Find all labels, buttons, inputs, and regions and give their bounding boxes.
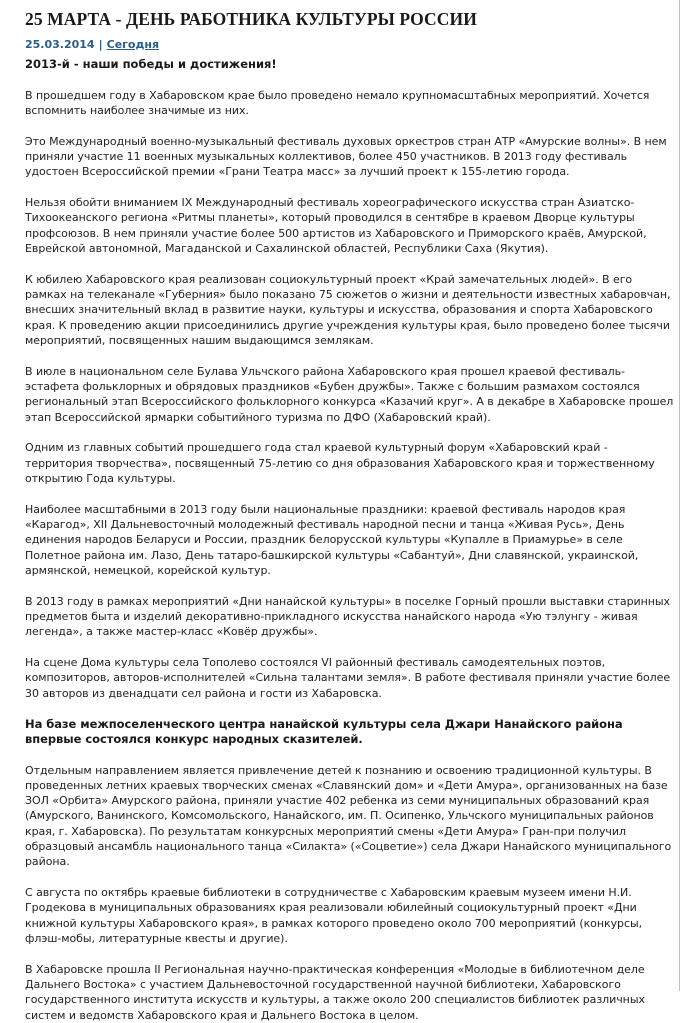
paragraph: В прошедшем году в Хабаровском крае было проведено немало крупномасштабных мероприятий. Хочется вспомнить наиболее значимые из них. bbox=[25, 88, 677, 119]
article-subheading: На базе межпоселенческого центра нанайской культуры села Джари Нанайского района впервые состоялся конкурс народных сказителей. bbox=[25, 717, 677, 748]
paragraph: В Хабаровске прошла II Региональная научно-практическая конференция «Молодые в библиотечном деле Дальнего Востока» с участием Дальневосточной государственной научной библиотеки, Хабаровского государственного института искусств и культуры, а также около 200 специалистов библиотек различных систем и ведомств Хабаровского края и Дальнего Востока в целом. bbox=[25, 962, 677, 1023]
article-body bbox=[25, 88, 677, 1023]
article-meta bbox=[25, 38, 677, 52]
paragraph: Это Международный военно-музыкальный фестиваль духовых оркестров стран АТР «Амурские волны». В нем приняли участие 11 военных музыкальных коллективов, более 450 участников. В 2013 году фестиваль удостоен Всероссийской премии «Грани Театра масс» за лучший проект к 155-летию города. bbox=[25, 134, 677, 180]
paragraph: Одним из главных событий прошедшего года стал краевой культурный форум «Хабаровский край - территория творчества», посвященный 75-летию со дня образования Хабаровского края и торжественному открытию Года культуры. bbox=[25, 440, 677, 486]
article-date: 25.03.2014 bbox=[25, 38, 95, 51]
paragraph: Наиболее масштабными в 2013 году были национальные праздники: краевой фестиваль народов края «Карагод», XII Дальневосточный молодежный фестиваль народной песни и танца «Живая Русь», День единения народов Беларуси и России, праздник белорусской культуры «Купалле в Приамурье» в селе Полетное района им. Лазо, День татаро-башкирской культуры «Сабантуй», Дни славянской, украинской, армянской, немецкой, корейской культур. bbox=[25, 502, 677, 578]
paragraph: В 2013 году в рамках мероприятий «Дни нанайской культуры» в поселке Горный прошли выставки старинных предметов быта и изделий декоративно-прикладного искусства нанайского народа «Ую тэлунгу - живая легенда», а также мастер-класс «Ковёр дружбы». bbox=[25, 594, 677, 640]
paragraph: К юбилею Хабаровского края реализован социокультурный проект «Край замечательных людей». В его рамках на телеканале «Губерния» было показано 75 сюжетов о жизни и деятельности известных хабаровчан, внесших значительный вклад в развитие науки, культуры и искусства, образования и спорта Хабаровского края. К проведению акции присоединились другие учреждения культуры края, было проведено более тысячи мероприятий, посвященных нашим выдающимся землякам. bbox=[25, 272, 677, 348]
paragraph: В июле в национальном селе Булава Ульчского района Хабаровского края прошел краевой фестиваль-эстафета фольклорных и обрядовых праздников «Бубен дружбы». Также с большим размахом состоялся региональный этап Всероссийского фольклорного конкурса «Казачий круг». А в декабре в Хабаровске прошел этап Всероссийской ярмарки событийного туризма по ДФО (Хабаровский край). bbox=[25, 364, 677, 425]
article-title: 25 МАРТА - ДЕНЬ РАБОТНИКА КУЛЬТУРЫ РОССИИ bbox=[25, 8, 677, 30]
meta-separator: | bbox=[99, 38, 103, 51]
article-lead: 2013-й - наши победы и достижения! bbox=[25, 57, 677, 72]
paragraph: С августа по октябрь краевые библиотеки в сотрудничестве с Хабаровским краевым музеем имени Н.И. Гродекова в муниципальных образованиях края реализовали юбилейный социокультурный проект «Дни книжной культуры Хабаровского края», в рамках которого проведено около 700 мероприятий (конкурсы, флэш-мобы, литературные квесты и другие). bbox=[25, 885, 677, 946]
paragraph: На сцене Дома культуры села Тополево состоялся VI районный фестиваль самодеятельных поэтов, композиторов, авторов-исполнителей «Сильна талантами земля». В работе фестиваля приняли участие более 30 авторов из двенадцати сел района и гости из Хабаровска. bbox=[25, 655, 677, 701]
paragraph: Нельзя обойти вниманием IX Международный фестиваль хореографического искусства стран Азиатско-Тихоокеанского региона «Ритмы планеты», который проводился в сентябре в краевом Дворце культуры профсоюзов. В нем приняли участие более 500 артистов из Хабаровского и Приморского краёв, Амурской, Еврейской автономной, Магаданской и Сахалинской областей, Республики Саха (Якутия). bbox=[25, 195, 677, 256]
paragraph: Отдельным направлением является привлечение детей к познанию и освоению традиционной культуры. В проведенных летних краевых творческих сменах «Славянский дом» и «Дети Амура», организованных на базе ЗОЛ «Орбита» Амурского района, приняли участие 402 ребенка из семи муниципальных образований края (Амурского, Ванинского, Комсомольского, Нанайского, им. П. Осипенко, Ульчского муниципальных районов края, г. Хабаровска). По результатам конкурсных мероприятий смены «Дети Амура» Гран-при получил образцовый ансамбль национального танца «Силакта» («Соцветие») села Джари Нанайского муниципального района. bbox=[25, 763, 677, 870]
today-link[interactable]: Сегодня bbox=[107, 38, 159, 51]
article bbox=[25, 8, 677, 1023]
